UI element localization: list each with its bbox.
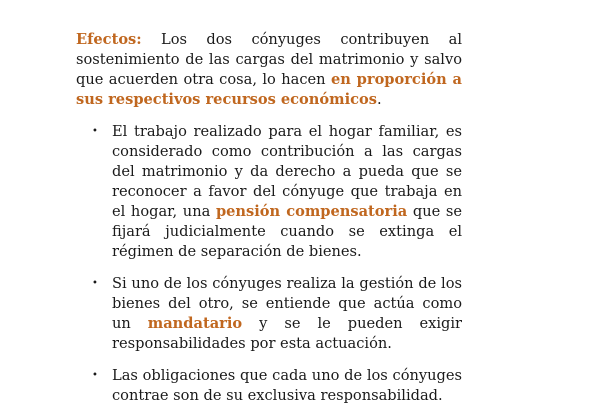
bullet-marker: • — [92, 278, 98, 289]
bullet-highlight: mandatario — [147, 315, 243, 332]
bullet-text-before: El trabajo realizado para el hogar familiar, es considerado como contribución a las cargas del matrimonio y da derecho a pueda que se reconocer a favor del cónyuge que trabaja en el hogar, una — [112, 123, 462, 220]
list-item — [76, 122, 462, 262]
intro-text-end: . — [376, 91, 382, 108]
intro-highlight: en proporción a sus respectivos recursos económicos — [76, 71, 463, 108]
list-item — [76, 274, 462, 354]
bullet-list — [76, 122, 462, 406]
bullet-text-before: Si uno de los cónyuges realiza la gestión de los bienes del otro, se entiende que actúa como un — [112, 275, 462, 332]
intro-text: Los dos cónyuges contribuyen al sostenimiento de las cargas del matrimonio y salvo que acuerden otra cosa, lo hacen — [76, 31, 462, 88]
list-item — [76, 366, 462, 406]
bullet-marker: • — [92, 370, 98, 381]
bullet-text-after: que se fijará judicialmente cuando se extinga el régimen de separación de bienes. — [112, 203, 462, 260]
bullet-text — [112, 366, 462, 406]
bullet-text-after: y se le pueden exigir responsabilidades por esta actuación. — [112, 315, 462, 352]
bullet-text — [112, 122, 462, 262]
bullet-highlight: pensión compensatoria — [215, 203, 408, 220]
bullet-text — [112, 274, 462, 354]
intro-paragraph — [76, 30, 462, 110]
document-body — [76, 30, 462, 418]
bullet-text-before: Las obligaciones que cada uno de los cónyuges contrae son de su exclusiva responsabilidad. — [112, 367, 462, 404]
bullet-marker: • — [92, 126, 98, 137]
intro-label: Efectos: — [76, 31, 142, 48]
